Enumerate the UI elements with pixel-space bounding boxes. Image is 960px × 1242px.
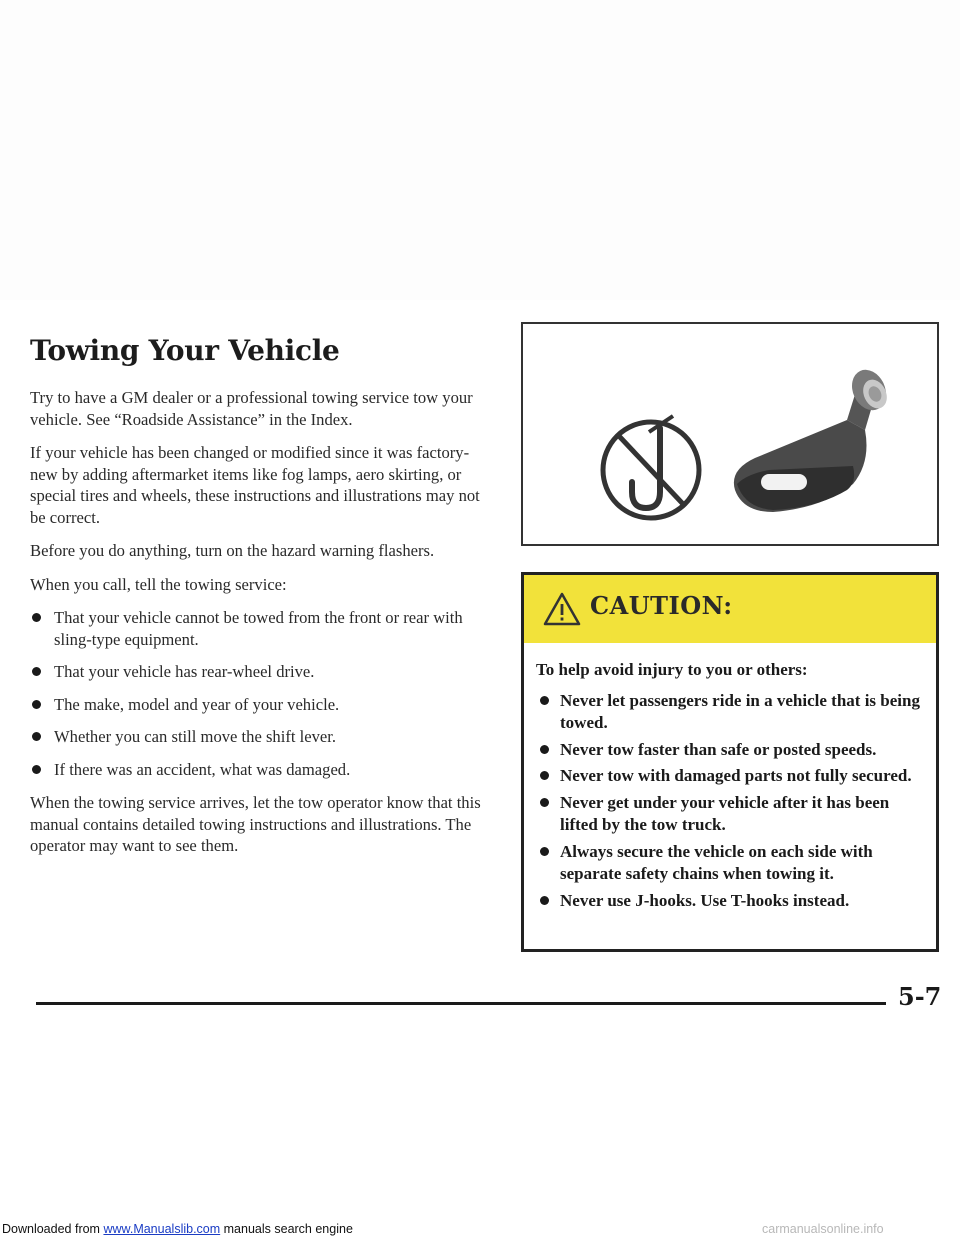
list-item: Never let passengers ride in a vehicle that is being towed. bbox=[536, 690, 926, 735]
download-credit: Downloaded from www.Manualslib.com manuals search engine bbox=[2, 1222, 353, 1236]
call-paragraph: When you call, tell the towing service: bbox=[30, 574, 287, 594]
list-item: Never use J-hooks. Use T-hooks instead. bbox=[536, 890, 926, 913]
list-item: Never tow faster than safe or posted speeds. bbox=[536, 739, 926, 762]
list-item: Never tow with damaged parts not fully secured. bbox=[536, 765, 926, 788]
bullet-icon bbox=[32, 667, 41, 676]
bullet-icon bbox=[540, 745, 549, 754]
caution-list bbox=[536, 690, 926, 913]
arrival-paragraph: When the towing service arrives, let the tow operator know that this manual contains detailed towing instructions and illustrations. The operator may want to see them. bbox=[30, 793, 481, 855]
no-j-hook-icon bbox=[603, 416, 699, 518]
caution-intro: To help avoid injury to you or others: bbox=[536, 660, 808, 679]
caution-box bbox=[521, 572, 939, 952]
bullet-icon bbox=[32, 732, 41, 741]
list-item: Never get under your vehicle after it has been lifted by the tow truck. bbox=[536, 792, 926, 837]
page-number: 5-7 bbox=[898, 982, 942, 1011]
t-hook-icon bbox=[734, 364, 893, 512]
warning-triangle-icon bbox=[542, 591, 582, 627]
caution-banner bbox=[524, 575, 936, 643]
list-item: Always secure the vehicle on each side with separate safety chains when towing it. bbox=[536, 841, 926, 886]
intro-paragraph: Try to have a GM dealer or a professional towing service tow your vehicle. See “Roadside Assistance” in the Index. bbox=[30, 388, 473, 429]
hook-illustration-svg bbox=[523, 324, 937, 544]
watermark: carmanualsonline.info bbox=[762, 1222, 884, 1236]
bullet-icon bbox=[540, 847, 549, 856]
bullet-icon bbox=[540, 896, 549, 905]
caution-body bbox=[536, 649, 926, 916]
list-item: The make, model and year of your vehicle. bbox=[30, 694, 496, 716]
hazard-paragraph: Before you do anything, turn on the hazard warning flashers. bbox=[30, 541, 435, 560]
modification-paragraph: If your vehicle has been changed or modified since it was factory-new by adding aftermarket items like fog lamps, aero skirting, or special tires and wheels, these instructions and illustrations may not be correct. bbox=[30, 443, 480, 527]
footer-rule bbox=[36, 1002, 886, 1005]
caution-title: CAUTION: bbox=[590, 591, 733, 620]
tell-list bbox=[30, 607, 496, 780]
hook-illustration bbox=[521, 322, 939, 546]
list-item: That your vehicle cannot be towed from the front or rear with sling-type equipment. bbox=[30, 607, 496, 650]
bullet-icon bbox=[32, 700, 41, 709]
bullet-icon bbox=[32, 765, 41, 774]
list-item: Whether you can still move the shift lever. bbox=[30, 726, 496, 748]
bullet-icon bbox=[540, 798, 549, 807]
page-top-margin bbox=[0, 0, 960, 300]
bullet-icon bbox=[540, 771, 549, 780]
page-title: Towing Your Vehicle bbox=[30, 334, 340, 367]
manualslib-link[interactable]: www.Manualslib.com bbox=[103, 1222, 221, 1236]
left-column bbox=[30, 387, 496, 869]
list-item: That your vehicle has rear-wheel drive. bbox=[30, 661, 496, 683]
bullet-icon bbox=[540, 696, 549, 705]
list-item: If there was an accident, what was damaged. bbox=[30, 759, 496, 781]
bullet-icon bbox=[32, 613, 41, 622]
